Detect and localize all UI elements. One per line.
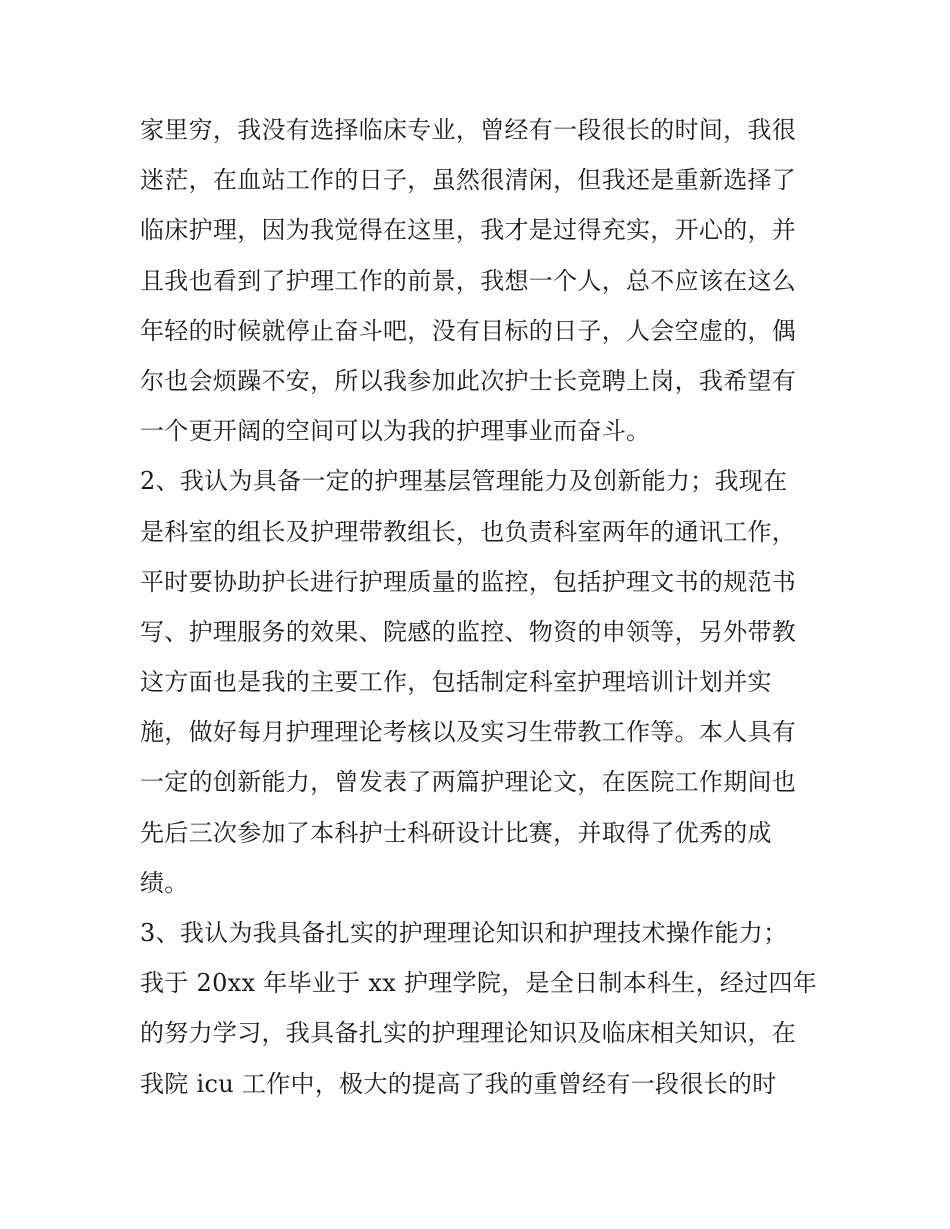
text-line: 尔也会烦躁不安，所以我参加此次护士长竞聘上岗，我希望有 xyxy=(140,366,797,395)
text-line: 我于 20xx 年毕业于 xx 护理学院，是全日制本科生，经过四年 xyxy=(140,969,818,998)
text-line: 3、我认为我具备扎实的护理理论知识和护理技术操作能力； xyxy=(140,919,788,947)
text-line: 平时要协助护长进行护理质量的监控，包括护理文书的规范书 xyxy=(140,567,797,596)
text-line: 2、我认为具备一定的护理基层管理能力及创新能力；我现在 xyxy=(140,467,788,496)
text-line: 的努力学习，我具备扎实的护理理论知识及临床相关知识，在 xyxy=(140,1019,797,1048)
text-line: 写、护理服务的效果、院感的监控、物资的申领等，另外带教 xyxy=(140,617,797,646)
body-text xyxy=(140,105,820,1109)
text-line: 年轻的时候就停止奋斗吧，没有目标的日子，人会空虚的，偶 xyxy=(140,316,797,345)
text-line: 迷茫，在血站工作的日子，虽然很清闲，但我还是重新选择了 xyxy=(140,166,797,195)
text-line: 一定的创新能力，曾发表了两篇护理论文，在医院工作期间也 xyxy=(140,768,797,797)
text-line: 一个更开阔的空间可以为我的护理事业而奋斗。 xyxy=(140,417,651,446)
text-line: 家里穷，我没有选择临床专业，曾经有一段很长的时间，我很 xyxy=(140,116,797,144)
text-line: 施，做好每月护理理论考核以及实习生带教工作等。本人具有 xyxy=(140,718,797,747)
text-line: 这方面也是我的主要工作，包括制定科室护理培训计划并实 xyxy=(140,668,772,697)
text-line: 临床护理，因为我觉得在这里，我才是过得充实，开心的，并 xyxy=(140,216,797,245)
text-line: 且我也看到了护理工作的前景，我想一个人，总不应该在这么 xyxy=(140,266,797,295)
text-line: 先后三次参加了本科护士科研设计比赛，并取得了优秀的成 xyxy=(140,818,772,847)
text-line: 是科室的组长及护理带教组长，也负责科室两年的通讯工作， xyxy=(140,517,797,546)
text-line: 绩。 xyxy=(140,868,189,897)
text-line: 我院 icu 工作中，极大的提高了我的重曾经有一段很长的时 xyxy=(140,1069,777,1098)
